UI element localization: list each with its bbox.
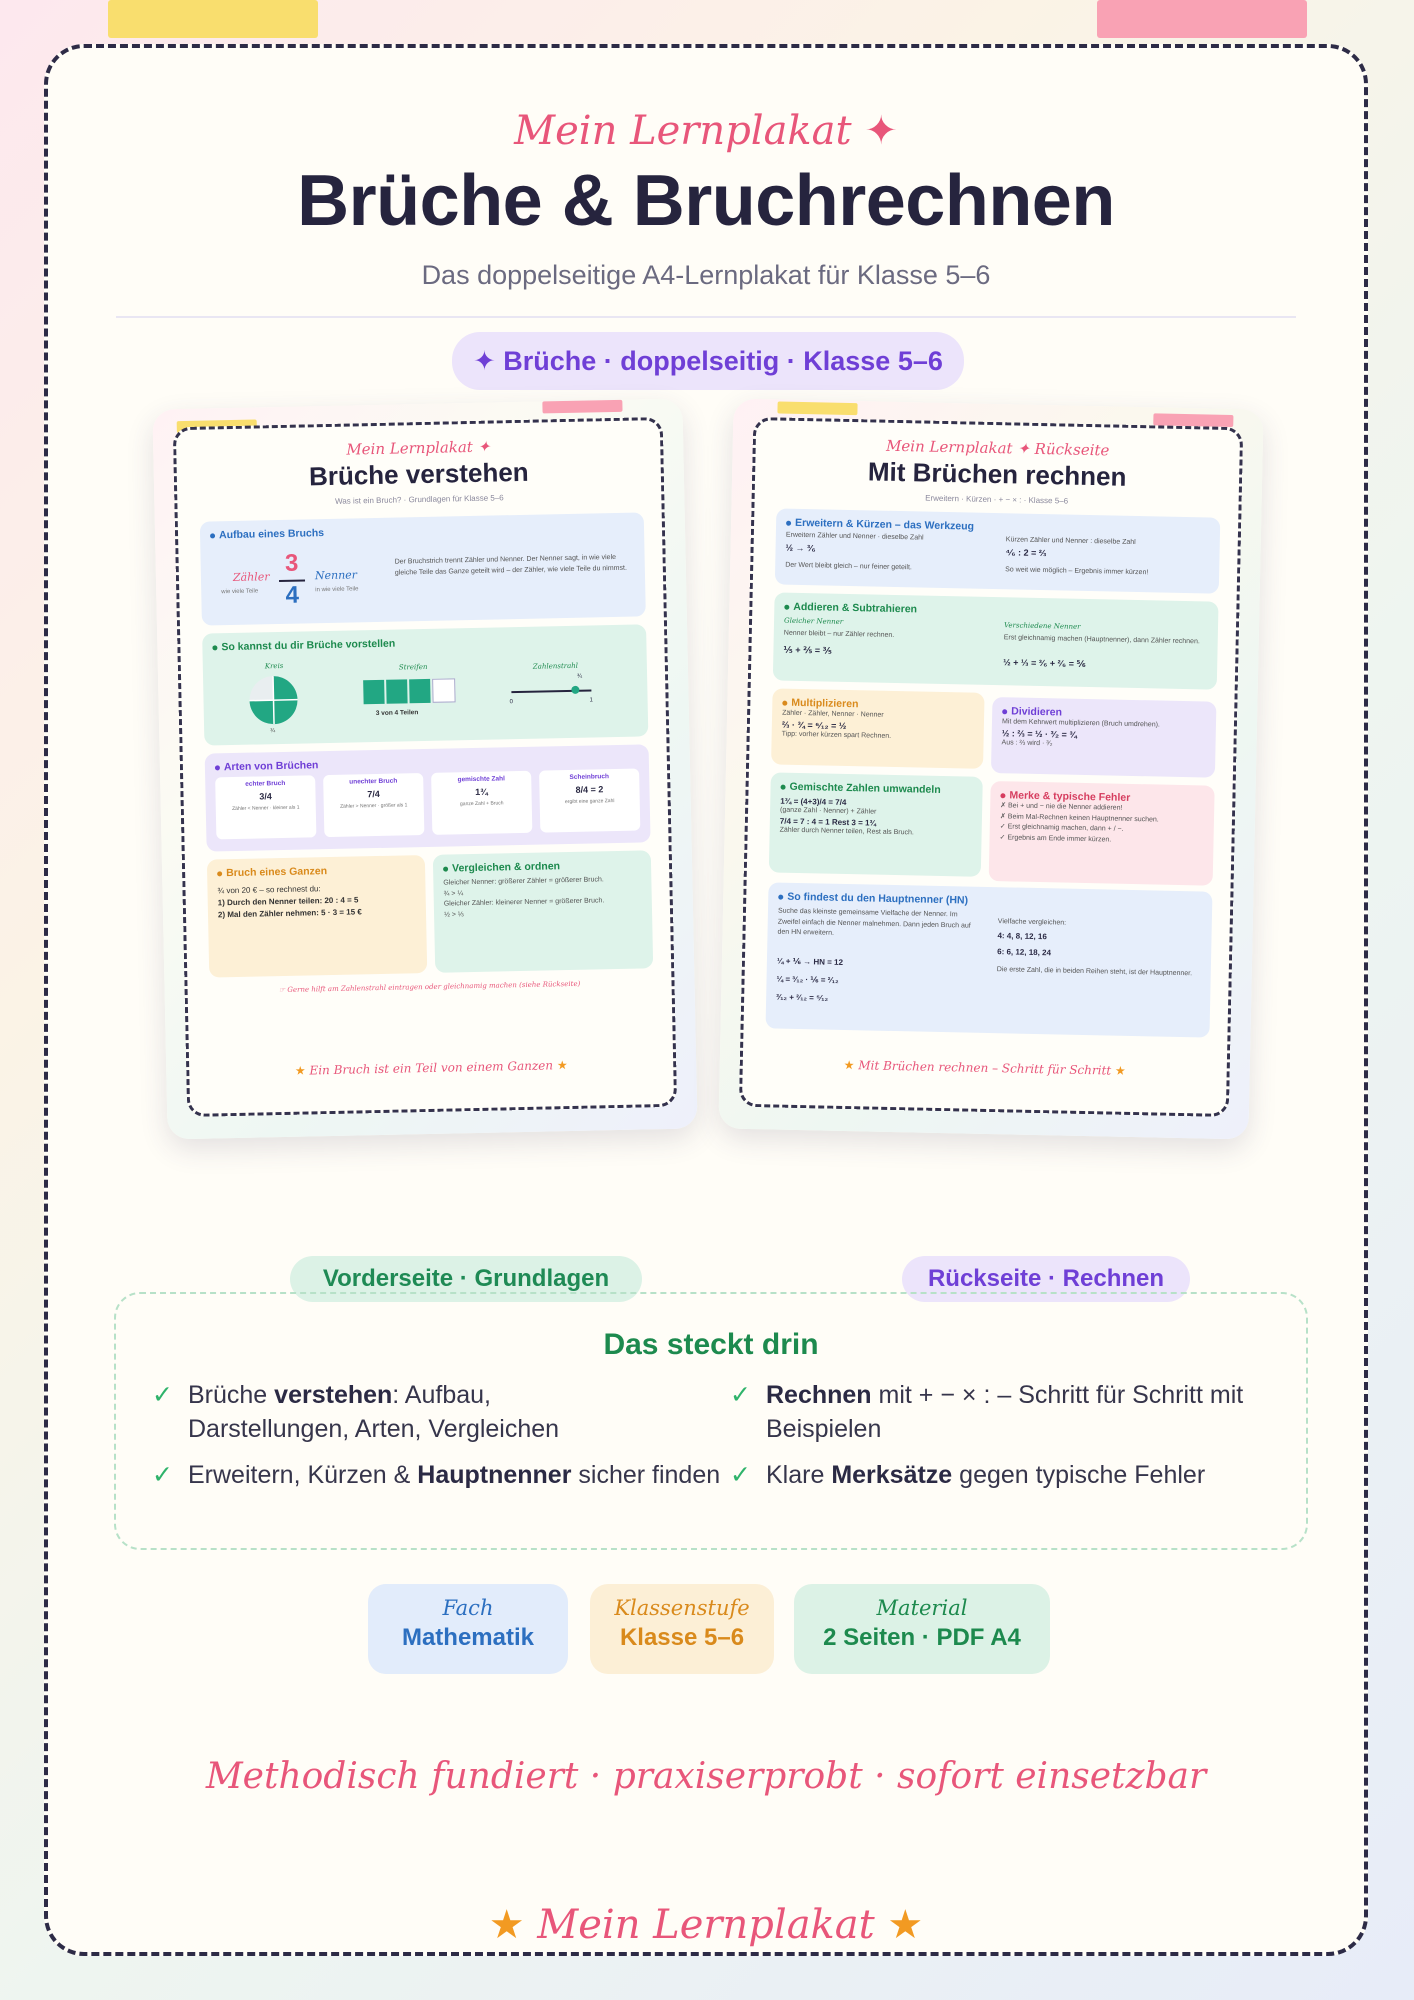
tile-value: Mathematik — [401, 1624, 535, 1651]
front-subtitle: Was ist ein Bruch? · Grundlagen für Klasse 5–6 — [334, 493, 504, 506]
arten-example: 8/4 = 2 — [575, 784, 604, 795]
info-tile-klassenstufe — [590, 1584, 774, 1674]
kreis-label: Kreis — [264, 661, 284, 671]
feature-text-post: mit + − × : – Schritt für Schritt mit Beispielen — [766, 1381, 1244, 1443]
feature-item — [152, 1378, 628, 1446]
star-icon: ★ — [843, 1057, 855, 1073]
ganzes-intro: ¾ von 20 € – so rechnest du: — [217, 884, 321, 896]
front-poster-preview[interactable] — [152, 399, 697, 1140]
tape-pink — [1097, 0, 1307, 38]
feature-text-pre: Erweitern, Kürzen & — [188, 1461, 418, 1489]
number-line — [511, 689, 591, 693]
nenner-label: Nenner — [314, 568, 358, 583]
vergleichen-example-1: ¾ > ¼ — [443, 889, 464, 898]
topic-badge: ✦ Brüche · doppelseitig · Klasse 5–6 — [452, 332, 964, 390]
back-addieren-box — [773, 592, 1219, 689]
front-vorstellen-box — [202, 624, 648, 745]
vielfache-4: 4: 4, 8, 12, 16 — [997, 931, 1047, 942]
star-icon: ★ — [556, 1058, 568, 1073]
arten-name: gemischte Zahl — [457, 775, 505, 784]
verschiedene-nenner-example: ½ + ⅓ = ³⁄₆ + ²⁄₆ = ⅚ — [1003, 657, 1086, 669]
vorstellen-heading: So kannst du dir Brüche vorstellen — [221, 637, 396, 654]
vielfache-6: 6: 6, 12, 18, 24 — [997, 947, 1052, 958]
front-vergleichen-box — [433, 850, 653, 973]
zaehler-label: Zähler — [232, 570, 270, 584]
hn-text: Suche das kleinste gemeinsame Vielfache der Nenner. Im Zweifel einfach die Nenner malnehmen. Dann jeden Bruch auf den HN erweitern. — [777, 907, 971, 937]
front-title: Brüche verstehen — [308, 456, 529, 492]
page-title: Brüche & Bruchrechnen — [297, 161, 1115, 241]
gemischt-example-1: 1¾ = (4+3)/4 = 7/4 — [780, 796, 847, 807]
gleicher-nenner-title: Gleicher Nenner — [783, 616, 844, 626]
aufbau-heading: Aufbau eines Bruchs — [218, 527, 325, 542]
front-hint: ☞ Gerne hilft am Zahlenstrahl eintragen oder gleichnamig machen (siehe Rückseite) — [278, 979, 581, 995]
vergleichen-example-2: ½ > ⅓ — [443, 910, 464, 919]
feature-text-bold: Hauptnenner — [417, 1461, 572, 1489]
back-gemischt-box — [769, 772, 983, 876]
feature-text-post: : Aufbau, Darstellungen, Arten, Vergleichen — [188, 1381, 560, 1443]
merke-line-3: ✓ Erst gleichnamig machen, dann + / −. — [999, 823, 1124, 833]
brand-footer — [48, 1902, 1364, 1948]
front-kicker-text: Mein Lernplakat — [346, 437, 474, 459]
brand-text: Mein Lernplakat — [537, 1902, 875, 1948]
sparkle-icon: ✦ — [864, 108, 898, 154]
check-icon: ✓ — [730, 1381, 751, 1409]
fraction-numerator: 3 — [284, 549, 299, 577]
arten-name: Scheinbruch — [569, 773, 609, 781]
header-kicker-text: Mein Lernplakat — [514, 108, 852, 154]
gemischt-heading: Gemischte Zahlen umwandeln — [789, 780, 941, 796]
tile-label: Material — [876, 1596, 968, 1620]
divi-heading: Dividieren — [1011, 705, 1063, 719]
erweitern-note: Der Wert bleibt gleich – nur feiner geteilt. — [785, 561, 912, 572]
info-tile-fach — [368, 1584, 568, 1674]
kuerzen-note: So weit wie möglich – Ergebnis immer kürzen! — [1005, 566, 1149, 577]
feature-text-bold: verstehen — [274, 1381, 393, 1409]
pie-icon — [247, 674, 300, 727]
vielfache-title: Vielfache vergleichen: — [997, 918, 1067, 927]
poster-tape-pink — [542, 400, 622, 414]
feature-text-pre: Klare — [766, 1461, 832, 1489]
tile-label: Klassenstufe — [614, 1596, 750, 1620]
feature-item — [152, 1458, 728, 1492]
aufbau-text: Der Bruchstrich trennt Zähler und Nenner. Der Nenner sagt, in wie viele gleiche Teile das Ganze geteilt wird – der Zähler, wie viele Teile du nimmst. — [394, 553, 627, 577]
merke-line-1: ✗ Bei + und − nie die Nenner addieren! — [1000, 802, 1123, 812]
vielfache-note: Die erste Zahl, die in beiden Reihen steht, ist der Hauptnenner. — [996, 966, 1193, 978]
check-icon: ✓ — [152, 1461, 173, 1489]
feature-item — [730, 1378, 1266, 1446]
arten-note: ergibt eine ganze Zahl — [564, 798, 615, 806]
back-subtitle: Erweitern · Kürzen · + − × : · Klasse 5–6 — [925, 493, 1069, 506]
multi-note: Zähler · Zähler, Nenner · Nenner — [782, 709, 884, 719]
erweitern-heading: Erweitern & Kürzen – das Werkzeug — [794, 516, 975, 533]
verschiedene-nenner-note: Erst gleichnamig machen (Hauptnenner), dann Zähler rechnen. — [1003, 634, 1200, 646]
merke-line-2: ✗ Beim Mal-Rechnen keinen Hauptnenner suchen. — [999, 812, 1159, 824]
hn-heading: So findest du den Hauptnenner (HN) — [787, 890, 969, 907]
strip-icon — [363, 678, 455, 704]
star-icon: ★ — [294, 1063, 306, 1078]
number-line-end: 1 — [589, 697, 594, 704]
ganzes-heading: Bruch eines Ganzen — [226, 865, 328, 880]
arten-card — [215, 775, 316, 839]
feature-text-bold: Merksätze — [831, 1461, 953, 1489]
star-icon: ★ — [1114, 1063, 1126, 1078]
page-subtitle: Das doppelseitige A4-Lernplakat für Klasse 5–6 — [421, 260, 991, 290]
zahlenstrahl-label: Zahlenstrahl — [532, 661, 579, 671]
tile-value: 2 Seiten · PDF A4 — [823, 1624, 1021, 1651]
erweitern-title: Erweitern Zähler und Nenner · dieselbe Zahl — [785, 531, 924, 542]
number-line-start: 0 — [509, 699, 514, 706]
star-icon: ★ — [887, 1902, 924, 1948]
tagline: Methodisch fundiert · praxiserprobt · sofort einsetzbar — [205, 1756, 1207, 1797]
arten-note: ganze Zahl + Bruch — [459, 800, 504, 808]
feature-text-pre: Brüche — [188, 1381, 275, 1409]
arten-example: 7/4 — [367, 788, 380, 800]
back-poster-preview[interactable] — [718, 399, 1263, 1140]
divi-tip: Aus : ⅔ wird · ³⁄₂ — [1001, 738, 1053, 747]
arten-card — [431, 771, 532, 835]
arten-note: Zähler < Nenner · kleiner als 1 — [232, 804, 300, 813]
zaehler-note: wie viele Teile — [221, 588, 259, 596]
feature-text-bold: Rechnen — [766, 1381, 872, 1409]
multi-tip: Tipp: vorher kürzen spart Rechnen. — [781, 730, 892, 740]
arten-example: 1¾ — [475, 786, 488, 797]
nenner-note: in wie viele Teile — [315, 586, 359, 594]
front-aufbau-box — [200, 512, 646, 625]
verschiedene-nenner-title: Verschiedene Nenner — [1003, 621, 1081, 631]
divi-note: Mit dem Kehrwert multiplizieren (Bruch umdrehen). — [1001, 718, 1160, 729]
kuerzen-example: ⁴⁄₆ : 2 = ⅔ — [1005, 547, 1047, 559]
caption-back: Rückseite · Rechnen — [902, 1256, 1190, 1302]
back-multi-box — [771, 688, 985, 768]
back-hn-box — [766, 882, 1213, 1037]
feature-text-post: sicher finden — [571, 1461, 721, 1489]
merke-heading: Merke & typische Fehler — [1009, 789, 1131, 804]
streifen-caption: 3 von 4 Teilen — [375, 709, 419, 718]
vergleichen-rule-2: Gleicher Zähler: kleinerer Nenner = größerer Bruch. — [443, 897, 605, 908]
back-title: Mit Brüchen rechnen — [867, 456, 1127, 492]
vergleichen-heading: Vergleichen & ordnen — [451, 860, 561, 875]
arten-example: 3/4 — [259, 791, 272, 802]
back-merke-box — [989, 781, 1215, 886]
divider — [116, 316, 1296, 318]
contents-box — [114, 1292, 1308, 1550]
back-poster-page — [739, 417, 1243, 1117]
gemischt-example-2: 7/4 = 7 : 4 = 1 Rest 3 = 1¾ — [779, 816, 877, 828]
tape-yellow — [108, 0, 318, 38]
gleicher-nenner-note: Nenner bleibt – nur Zähler rechnen. — [783, 629, 895, 639]
poster-tape-yellow — [777, 401, 857, 415]
fraction-denominator: 4 — [285, 581, 300, 609]
front-ganzes-box — [207, 855, 427, 978]
feature-item — [730, 1458, 1266, 1492]
contents-heading: Das steckt drin — [603, 1328, 819, 1361]
front-footer — [189, 1056, 673, 1080]
hn-example-2: ¼ = ³⁄₁₂ · ⅙ = ²⁄₁₂ — [776, 974, 839, 985]
tile-label: Fach — [442, 1596, 494, 1620]
erweitern-example: ½ → ³⁄₆ — [785, 542, 816, 554]
kreis-value: ¾ — [270, 728, 276, 735]
multi-heading: Multiplizieren — [791, 696, 859, 711]
arten-name: echter Bruch — [245, 779, 286, 788]
ganzes-step2: 2) Mal den Zähler nehmen: 5 · 3 = 15 € — [217, 907, 362, 920]
info-tile-material — [794, 1584, 1050, 1674]
star-icon: ★ — [488, 1902, 525, 1948]
gleicher-nenner-example: ⅕ + ⅖ = ⅗ — [783, 644, 833, 656]
main-card — [44, 44, 1368, 1956]
zahlenstrahl-value: ¾ — [577, 673, 583, 680]
gemischt-note-2: Zähler durch Nenner teilen, Rest als Bruch. — [779, 826, 914, 836]
divi-example: ½ : ⅔ = ½ · ³⁄₂ = ¾ — [1001, 727, 1077, 740]
header-kicker — [48, 108, 1364, 154]
back-kicker: Mein Lernplakat ✦ Rückseite — [885, 436, 1110, 460]
arten-card — [323, 773, 424, 837]
arten-note: Zähler > Nenner · größer als 1 — [340, 802, 408, 810]
arten-heading: Arten von Brüchen — [223, 759, 319, 774]
front-footer-text: Ein Bruch ist ein Teil von einem Ganzen — [309, 1058, 554, 1078]
hn-example-1: ¼ + ⅙ → HN = 12 — [776, 956, 844, 967]
gemischt-note-1: (ganze Zahl · Nenner) + Zähler — [780, 806, 877, 816]
back-footer — [743, 1056, 1227, 1080]
back-divi-box — [991, 697, 1217, 778]
arten-name: unechter Bruch — [349, 777, 398, 786]
addieren-heading: Addieren & Subtrahieren — [793, 600, 918, 616]
check-icon: ✓ — [730, 1461, 751, 1489]
tile-value: Klasse 5–6 — [619, 1624, 745, 1651]
multi-example: ⅔ · ¾ = ⁶⁄₁₂ = ½ — [781, 719, 847, 731]
front-kicker: Mein Lernplakat ✦ — [346, 437, 491, 459]
ganzes-step1: 1) Durch den Nenner teilen: 20 : 4 = 5 — [217, 895, 359, 908]
kuerzen-title: Kürzen Zähler und Nenner : dieselbe Zahl — [1005, 536, 1136, 546]
back-footer-text: Mit Brüchen rechnen – Schritt für Schritt — [858, 1058, 1112, 1078]
merke-line-4: ✓ Ergebnis am Ende immer kürzen. — [999, 833, 1112, 844]
caption-front: Vorderseite · Grundlagen — [290, 1256, 642, 1302]
front-poster-page — [173, 417, 677, 1117]
front-arten-box — [205, 744, 651, 851]
hn-example-3: ³⁄₁₂ + ²⁄₁₂ = ⁵⁄₁₂ — [776, 992, 829, 1003]
streifen-label: Streifen — [398, 662, 428, 672]
back-erweitern-box — [775, 508, 1220, 593]
feature-text-post: gegen typische Fehler — [952, 1461, 1206, 1489]
number-line-marker — [571, 686, 579, 694]
arten-card — [539, 769, 640, 833]
vergleichen-rule-1: Gleicher Nenner: größerer Zähler = größerer Bruch. — [443, 876, 604, 887]
check-icon: ✓ — [152, 1381, 173, 1409]
